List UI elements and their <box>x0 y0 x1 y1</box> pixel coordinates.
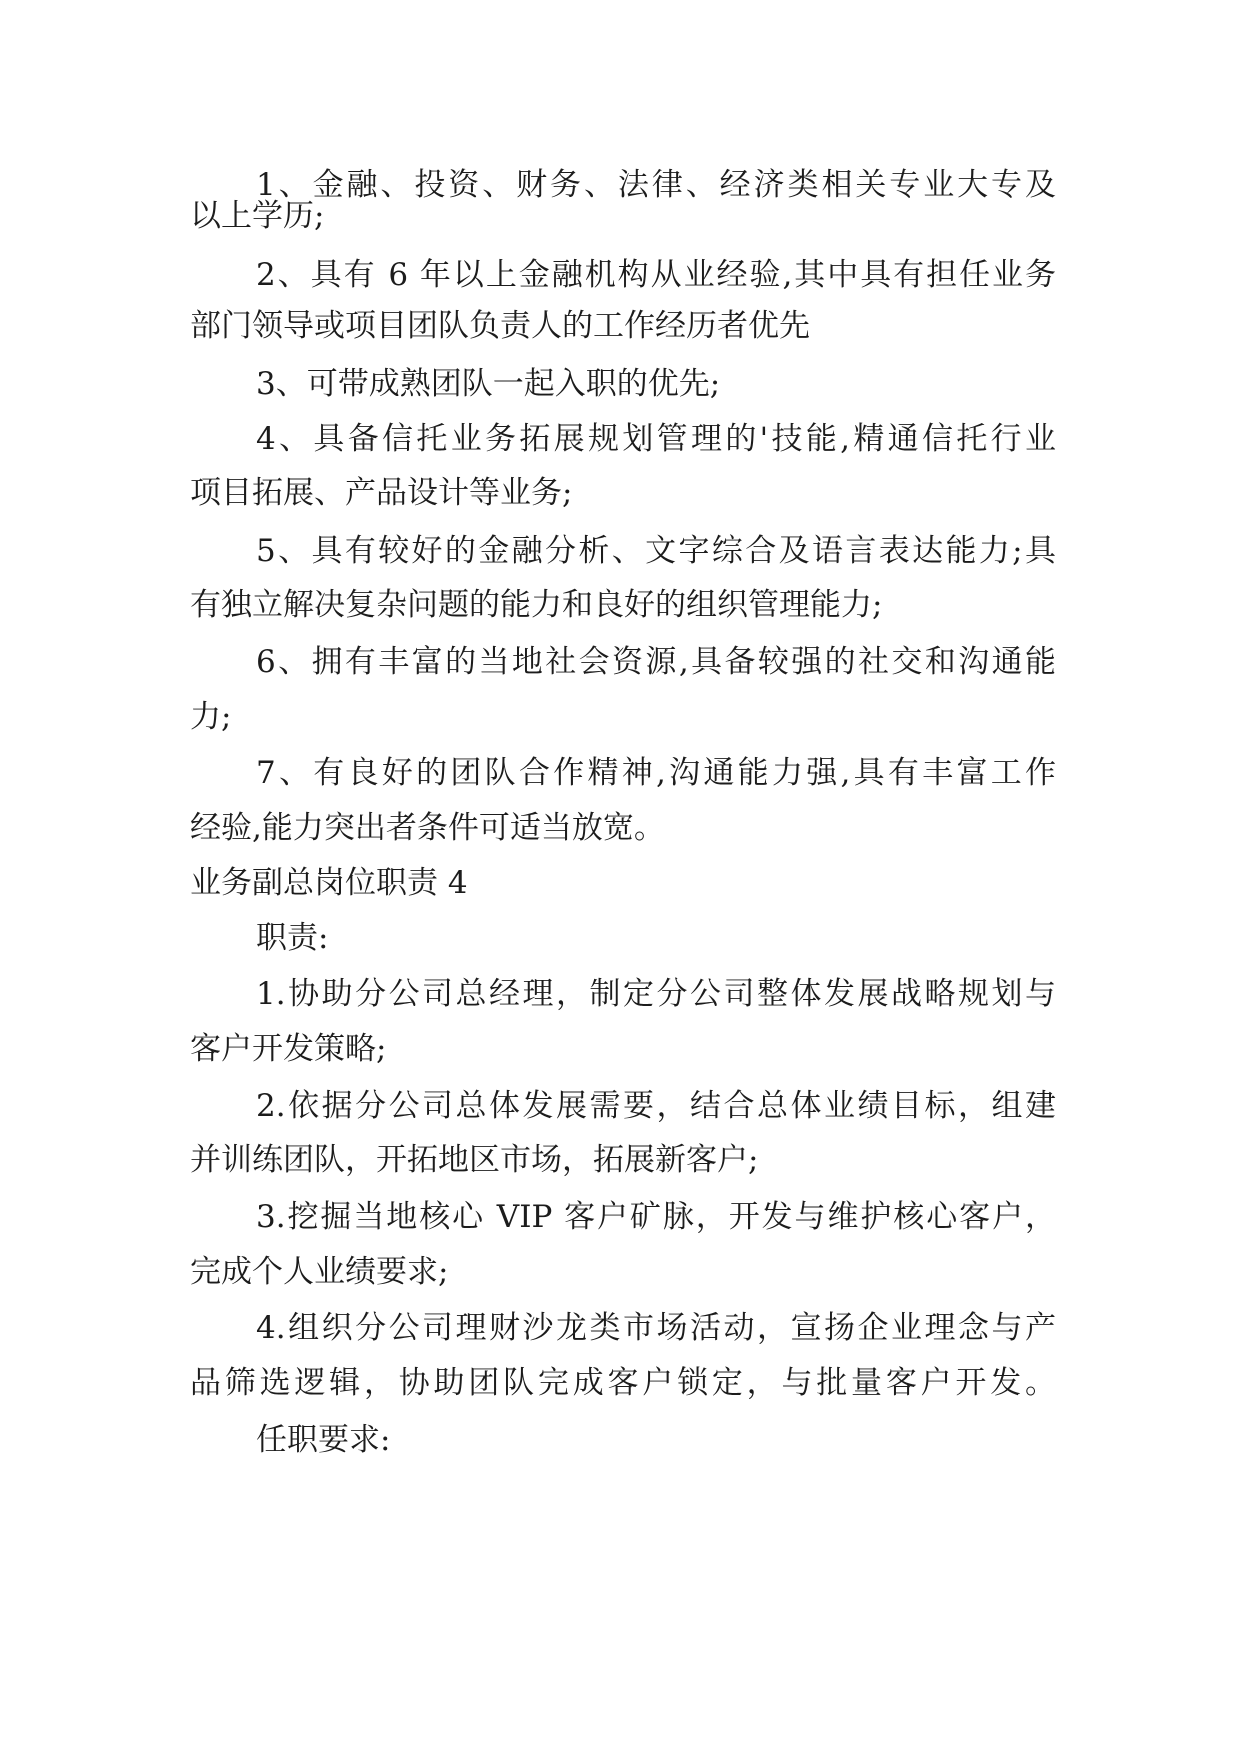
duty-2-line-2: 并训练团队，开拓地区市场，拓展新客户; <box>190 1142 759 1178</box>
duty-3-line-2: 完成个人业绩要求; <box>190 1254 449 1290</box>
duty-3-line-1: 3.挖掘当地核心 VIP 客户矿脉，开发与维护核心客户， <box>256 1199 1056 1235</box>
duty-4-line-2: 品筛选逻辑，协助团队完成客户锁定，与批量客户开发。 <box>190 1365 1056 1401</box>
requirement-2-line-1: 2、具有 6 年以上金融机构从业经验,其中具有担任业务 <box>256 257 1056 293</box>
requirement-3-line-1: 3、可带成熟团队一起入职的优先; <box>256 366 721 402</box>
requirement-4-line-2: 项目拓展、产品设计等业务; <box>190 475 573 511</box>
qualifications-label: 任职要求: <box>256 1422 391 1458</box>
requirement-7-line-2: 经验,能力突出者条件可适当放宽。 <box>190 810 665 846</box>
requirement-1-line-2: 以上学历; <box>190 198 325 234</box>
duty-1-line-1: 1.协助分公司总经理，制定分公司整体发展战略规划与 <box>256 976 1056 1012</box>
duty-4-line-1: 4.组织分公司理财沙龙类市场活动，宣扬企业理念与产 <box>256 1310 1056 1346</box>
requirement-1-line-1: 1、金融、投资、财务、法律、经济类相关专业大专及 <box>256 167 1056 203</box>
requirement-6-line-1: 6、拥有丰富的当地社会资源,具备较强的社交和沟通能 <box>256 644 1056 680</box>
requirement-4-line-1: 4、具备信托业务拓展规划管理的'技能,精通信托行业 <box>256 421 1056 457</box>
requirement-7-line-1: 7、有良好的团队合作精神,沟通能力强,具有丰富工作 <box>256 755 1056 791</box>
duty-1-line-2: 客户开发策略; <box>190 1031 387 1067</box>
section-heading: 业务副总岗位职责 4 <box>190 865 468 901</box>
requirement-5-line-1: 5、具有较好的金融分析、文字综合及语言表达能力;具 <box>256 533 1056 569</box>
requirement-6-line-2: 力; <box>190 699 232 735</box>
requirement-2-line-2: 部门领导或项目团队负责人的工作经历者优先 <box>190 308 810 344</box>
duty-2-line-1: 2.依据分公司总体发展需要，结合总体业绩目标，组建 <box>256 1088 1056 1124</box>
duties-label: 职责: <box>256 920 329 956</box>
requirement-5-line-2: 有独立解决复杂问题的能力和良好的组织管理能力; <box>190 587 883 623</box>
